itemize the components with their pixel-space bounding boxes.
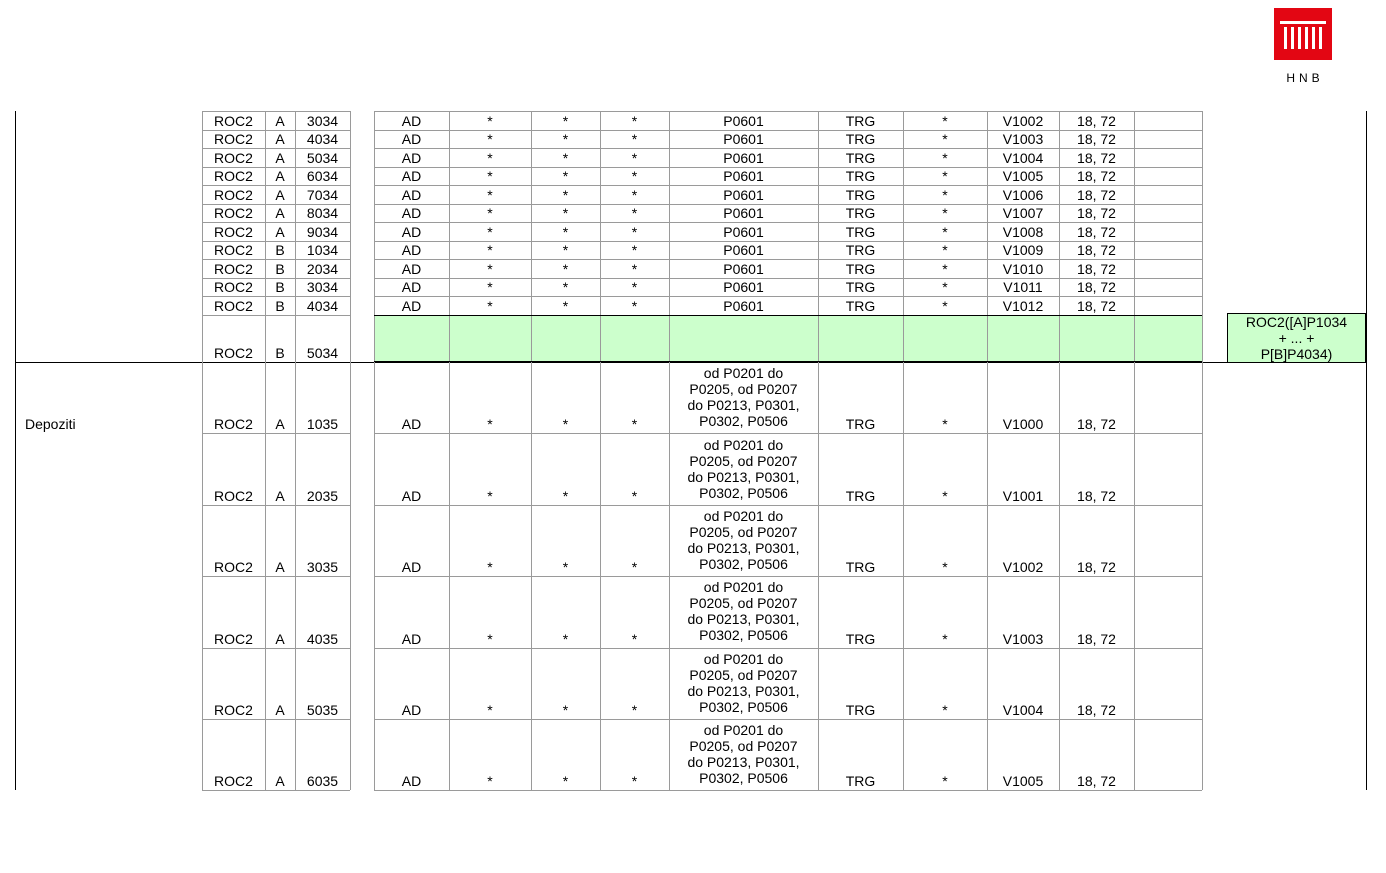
depoziti-cell-item: 4035 [306,630,339,647]
depoziti-cell-s1: * [487,701,493,718]
grid-line-vertical [374,111,375,790]
table-cell-s4: * [942,186,948,203]
grid-line-horizontal [202,167,350,168]
grid-line-vertical [531,111,532,790]
border-line-vertical [15,111,16,790]
depoziti-cell-part: A [275,630,285,647]
depoziti-cell-position [669,576,818,647]
grid-line-horizontal [374,278,1202,279]
table-cell-s3: * [631,186,638,203]
grid-line-horizontal [202,296,350,297]
grid-line-horizontal [374,222,1202,223]
table-cell-part: A [275,223,285,240]
grid-line-horizontal [374,167,1202,168]
range-line: do P0213, P0301, [687,682,800,699]
table-cell-rule: V1002 [1002,112,1044,129]
table-cell-code: ROC2 [214,112,253,129]
depoziti-cell-s1: * [487,773,493,790]
depoziti-cell-s1: * [487,630,493,647]
depoziti-cell-part: A [275,416,285,433]
table-cell-s2: * [562,260,569,277]
depoziti-cell-s4: * [942,416,948,433]
table-cell-ref: 18, 72 [1077,260,1116,277]
table-cell-type: AD [401,297,422,314]
table-cell-part: A [275,112,285,129]
grid-line-horizontal [202,505,350,506]
depoziti-cell-ref: 18, 72 [1077,701,1116,718]
border-line-horizontal [374,315,1202,316]
table-cell-s3: * [631,149,638,166]
grid-line-vertical [1134,111,1135,790]
grid-line-horizontal [202,241,350,242]
table-cell-rule: V1005 [1002,168,1044,184]
table-cell-s2: * [562,242,569,258]
table-cell-code: ROC2 [214,186,253,203]
depoziti-cell-s2: * [562,701,569,718]
depoziti-cell-ref: 18, 72 [1077,559,1116,576]
range-line: od P0201 do [703,722,784,739]
grid-line-horizontal [374,185,1202,186]
depoziti-cell-type: AD [401,773,422,790]
depoziti-cell-part: A [275,487,285,504]
table-cell-s2: * [562,223,569,240]
table-cell-code: ROC2 [214,205,253,221]
highlight-band [374,315,1202,363]
depoziti-cell-rule: V1004 [1002,701,1044,718]
depoziti-cell-part: A [275,773,285,790]
formula-line: ROC2([A]P1034 [1245,314,1348,330]
table-cell-trg: TRG [845,186,876,203]
grid-line-horizontal [202,111,350,112]
table-cell-item: 3034 [306,279,339,295]
table-cell-ref: 18, 72 [1077,168,1116,184]
table-cell-trg: TRG [845,223,876,240]
depoziti-cell-position [669,433,818,504]
range-line: P0205, od P0207 [689,595,798,612]
table-cell-trg: TRG [845,131,876,147]
grid-line-horizontal [202,648,350,649]
table-cell-ref: 18, 72 [1077,279,1116,295]
table-cell-code: ROC2 [214,223,253,240]
depoziti-cell-position [669,719,818,790]
grid-line-vertical [202,111,203,790]
table-cell-code: ROC2 [214,242,253,258]
grid-line-horizontal [202,222,350,223]
range-line: P0205, od P0207 [689,738,798,755]
depoziti-cell-ref: 18, 72 [1077,773,1116,790]
range-line: do P0213, P0301, [687,539,800,556]
grid-line-horizontal [202,204,350,205]
range-line: P0205, od P0207 [689,666,798,683]
range-line: do P0213, P0301, [687,468,800,485]
range-line: od P0201 do [703,650,784,667]
depoziti-cell-s3: * [631,630,638,647]
depoziti-cell-s4: * [942,630,948,647]
table-cell-s4: * [942,205,948,221]
table-cell-s1: * [487,168,493,184]
depoziti-cell-s2: * [562,773,569,790]
grid-line-vertical [669,111,670,790]
table-cell-s1: * [487,131,493,147]
table-cell-rule: V1006 [1002,186,1044,203]
table-cell-s1: * [487,149,493,166]
table-cell-rule: V1008 [1002,223,1044,240]
depoziti-cell-s4: * [942,559,948,576]
table-cell-rule: V1012 [1002,297,1044,314]
table-cell-s3: * [631,112,638,129]
table-cell-position: P0601 [723,168,764,184]
table-cell-position: P0601 [723,242,764,258]
grid-line-horizontal [202,259,350,260]
table-cell-rule: V1009 [1002,242,1044,258]
table-cell-item: 9034 [306,223,339,240]
range-line: P0205, od P0207 [689,452,798,469]
table-cell-s3: * [631,279,638,295]
depoziti-cell-item: 1035 [306,416,339,433]
table-cell-s2: * [562,186,569,203]
depoziti-cell-part: A [275,559,285,576]
range-line: P0205, od P0207 [689,381,798,398]
table-cell-s1: * [487,279,493,295]
depoziti-cell-ref: 18, 72 [1077,630,1116,647]
table-cell-rule: V1004 [1002,149,1044,166]
table-cell-ref: 18, 72 [1077,186,1116,203]
depoziti-cell-ref: 18, 72 [1077,487,1116,504]
depoziti-cell-item: 5035 [306,701,339,718]
depoziti-cell-trg: TRG [845,416,876,433]
grid-line-horizontal [202,315,350,316]
table-cell-position: P0601 [723,186,764,203]
table-cell-type: AD [401,279,422,295]
table-cell-s4: * [942,149,948,166]
depoziti-cell-code: ROC2 [214,701,253,718]
range-line: P0302, P0506 [699,627,788,644]
depoziti-cell-type: AD [401,416,422,433]
table-cell-code: ROC2 [214,149,253,166]
table-cell-s2: * [562,205,569,221]
depoziti-cell-code: ROC2 [214,630,253,647]
range-line: od P0201 do [703,507,784,524]
grid-line-horizontal [374,130,1202,131]
table-cell-s2: * [562,168,569,184]
grid-line-vertical [265,111,266,790]
table-cell-position: P0601 [723,149,764,166]
table-cell-rule: V1003 [1002,131,1044,147]
grid-line-vertical [987,111,988,790]
table-cell-part: B [275,297,285,314]
table-cell-s2: * [562,297,569,314]
table-cell-s3: * [631,223,638,240]
formula-line: + ... + [1278,330,1315,346]
table-cell-s4: * [942,297,948,314]
table-cell-position: P0601 [723,205,764,221]
table-cell-item: 4034 [306,297,339,314]
grid-line-vertical [350,111,351,790]
table-cell-position: P0601 [723,279,764,295]
table-cell-s2: * [562,131,569,147]
border-line-vertical [1366,111,1367,790]
table-cell-s4: * [942,279,948,295]
table-cell-ref: 18, 72 [1077,112,1116,129]
range-line: P0302, P0506 [699,484,788,501]
table-cell-s1: * [487,260,493,277]
table-cell-type: AD [401,186,422,203]
depoziti-cell-item: 3035 [306,559,339,576]
grid-line-horizontal [202,576,350,577]
grid-line-horizontal [202,790,350,791]
table-cell-part: B [275,260,285,277]
table-cell-type: AD [401,131,422,147]
table-cell-type: AD [401,223,422,240]
grid-line-horizontal [202,433,350,434]
depoziti-cell-position [669,505,818,576]
table-cell-part: A [275,131,285,147]
range-line: P0302, P0506 [699,698,788,715]
depoziti-cell-rule: V1005 [1002,773,1044,790]
grid-line-vertical [903,111,904,790]
depoziti-cell-code: ROC2 [214,559,253,576]
table-cell-trg: TRG [845,242,876,258]
table-cell-item: 3034 [306,112,339,129]
grid-line-horizontal [374,296,1202,297]
table-cell-position: P0601 [723,260,764,277]
depoziti-cell-s1: * [487,416,493,433]
depoziti-cell-rule: V1001 [1002,487,1044,504]
depoziti-cell-s3: * [631,773,638,790]
depoziti-cell-ref: 18, 72 [1077,416,1116,433]
grid-line-vertical [1059,111,1060,790]
table-cell-item: 7034 [306,186,339,203]
table-cell-position: P0601 [723,297,764,314]
depoziti-cell-s4: * [942,773,948,790]
table-cell-s1: * [487,297,493,314]
table-cell-s4: * [942,223,948,240]
table-cell-part: A [275,186,285,203]
grid-line-horizontal [374,790,1202,791]
grid-line-horizontal [202,278,350,279]
depoziti-cell-rule: V1003 [1002,630,1044,647]
table-cell-item: 2034 [306,260,339,277]
depoziti-cell-s1: * [487,559,493,576]
grid-line-horizontal [374,148,1202,149]
table-cell-s3: * [631,260,638,277]
grid-line-horizontal [202,719,350,720]
range-line: do P0213, P0301, [687,397,800,414]
table-cell-ref: 18, 72 [1077,149,1116,166]
depoziti-cell-type: AD [401,487,422,504]
grid-line-horizontal [374,259,1202,260]
depoziti-cell-trg: TRG [845,559,876,576]
range-line: od P0201 do [703,365,784,382]
depoziti-cell-s4: * [942,701,948,718]
range-line: do P0213, P0301, [687,611,800,628]
formula-box [1227,313,1366,363]
table-cell-position: P0601 [723,131,764,147]
sum-row-item: 5034 [306,345,339,361]
table-cell-part: A [275,205,285,221]
depoziti-cell-position [669,648,818,719]
table-cell-s3: * [631,168,638,184]
grid-line-horizontal [202,130,350,131]
depoziti-cell-s3: * [631,559,638,576]
table-cell-item: 1034 [306,242,339,258]
range-line: od P0201 do [703,579,784,596]
grid-line-horizontal [374,204,1202,205]
table-cell-s2: * [562,149,569,166]
depoziti-cell-s1: * [487,487,493,504]
depoziti-cell-type: AD [401,559,422,576]
grid-line-horizontal [374,719,1202,720]
table-cell-type: AD [401,168,422,184]
range-line: do P0213, P0301, [687,754,800,771]
depoziti-cell-s2: * [562,630,569,647]
grid-line-vertical [600,111,601,790]
table-cell-rule: V1011 [1003,279,1043,295]
depoziti-cell-position [669,362,818,433]
table-cell-s3: * [631,242,638,258]
section-label: Depoziti [25,416,76,433]
border-line-horizontal [15,362,1366,363]
table-cell-s3: * [631,297,638,314]
grid-line-horizontal [374,241,1202,242]
table-cell-trg: TRG [845,297,876,314]
depoziti-cell-s3: * [631,487,638,504]
table-cell-item: 6034 [306,168,339,184]
table-cell-ref: 18, 72 [1077,131,1116,147]
table-cell-code: ROC2 [214,279,253,295]
table-cell-s4: * [942,112,948,129]
depoziti-cell-trg: TRG [845,773,876,790]
table-cell-position: P0601 [723,223,764,240]
table-cell-ref: 18, 72 [1077,205,1116,221]
logo-text: HNB [1286,71,1324,85]
formula-line: P[B]P4034) [1260,346,1333,362]
range-line: P0302, P0506 [699,770,788,787]
sum-row-code: ROC2 [214,345,253,361]
depoziti-cell-code: ROC2 [214,773,253,790]
table-cell-s2: * [562,279,569,295]
table-cell-s4: * [942,242,948,258]
table-cell-item: 8034 [306,205,339,221]
depoziti-cell-code: ROC2 [214,487,253,504]
depoziti-cell-trg: TRG [845,487,876,504]
table-cell-item: 4034 [306,131,339,147]
table-cell-s1: * [487,223,493,240]
table-cell-type: AD [401,242,422,258]
depoziti-cell-s3: * [631,416,638,433]
grid-line-horizontal [374,505,1202,506]
table-cell-s1: * [487,205,493,221]
table-cell-part: A [275,149,285,166]
depoziti-cell-type: AD [401,701,422,718]
depoziti-cell-s2: * [562,559,569,576]
table-cell-item: 5034 [306,149,339,166]
table-cell-ref: 18, 72 [1077,223,1116,240]
table-cell-code: ROC2 [214,297,253,314]
grid-line-horizontal [374,111,1202,112]
table-cell-s1: * [487,112,493,129]
table-cell-type: AD [401,112,422,129]
table-cell-trg: TRG [845,205,876,221]
depoziti-cell-s2: * [562,416,569,433]
table-cell-part: A [275,168,285,184]
grid-line-horizontal [374,648,1202,649]
grid-line-vertical [449,111,450,790]
table-cell-trg: TRG [845,112,876,129]
table-cell-s2: * [562,112,569,129]
table-cell-trg: TRG [845,168,876,184]
depoziti-cell-item: 2035 [306,487,339,504]
table-cell-s4: * [942,260,948,277]
range-line: od P0201 do [703,436,784,453]
depoziti-cell-part: A [275,701,285,718]
depoziti-cell-trg: TRG [845,630,876,647]
table-cell-trg: TRG [845,149,876,166]
table-cell-s3: * [631,131,638,147]
depoziti-cell-s2: * [562,487,569,504]
sum-row-part: B [275,345,285,361]
grid-line-vertical [295,111,296,790]
depoziti-cell-type: AD [401,630,422,647]
depoziti-cell-rule: V1000 [1002,416,1044,433]
table-cell-s1: * [487,186,493,203]
range-line: P0302, P0506 [699,555,788,572]
range-line: P0205, od P0207 [689,523,798,540]
table-cell-position: P0601 [723,112,764,129]
table-cell-s4: * [942,131,948,147]
grid-line-horizontal [202,185,350,186]
table-cell-s4: * [942,168,948,184]
grid-line-vertical [1202,111,1203,790]
table-cell-type: AD [401,260,422,277]
table-cell-s3: * [631,205,638,221]
depoziti-cell-code: ROC2 [214,416,253,433]
depoziti-cell-item: 6035 [306,773,339,790]
table-cell-part: B [275,242,285,258]
depoziti-cell-rule: V1002 [1002,559,1044,576]
table-cell-ref: 18, 72 [1077,242,1116,258]
depoziti-cell-s3: * [631,701,638,718]
grid-line-horizontal [374,576,1202,577]
grid-line-horizontal [374,433,1202,434]
table-cell-rule: V1007 [1002,205,1044,221]
depoziti-cell-s4: * [942,487,948,504]
table-cell-ref: 18, 72 [1077,297,1116,314]
table-cell-code: ROC2 [214,168,253,184]
table-cell-trg: TRG [845,279,876,295]
grid-line-horizontal [202,148,350,149]
table-cell-trg: TRG [845,260,876,277]
range-line: P0302, P0506 [699,413,788,430]
table-cell-code: ROC2 [214,131,253,147]
depoziti-cell-trg: TRG [845,701,876,718]
table-cell-rule: V1010 [1002,260,1044,277]
grid-line-vertical [818,111,819,790]
border-line-horizontal [374,361,1202,362]
table-cell-type: AD [401,205,422,221]
table-cell-code: ROC2 [214,260,253,277]
table-cell-type: AD [401,149,422,166]
table-cell-s1: * [487,242,493,258]
table-cell-part: B [275,279,285,295]
